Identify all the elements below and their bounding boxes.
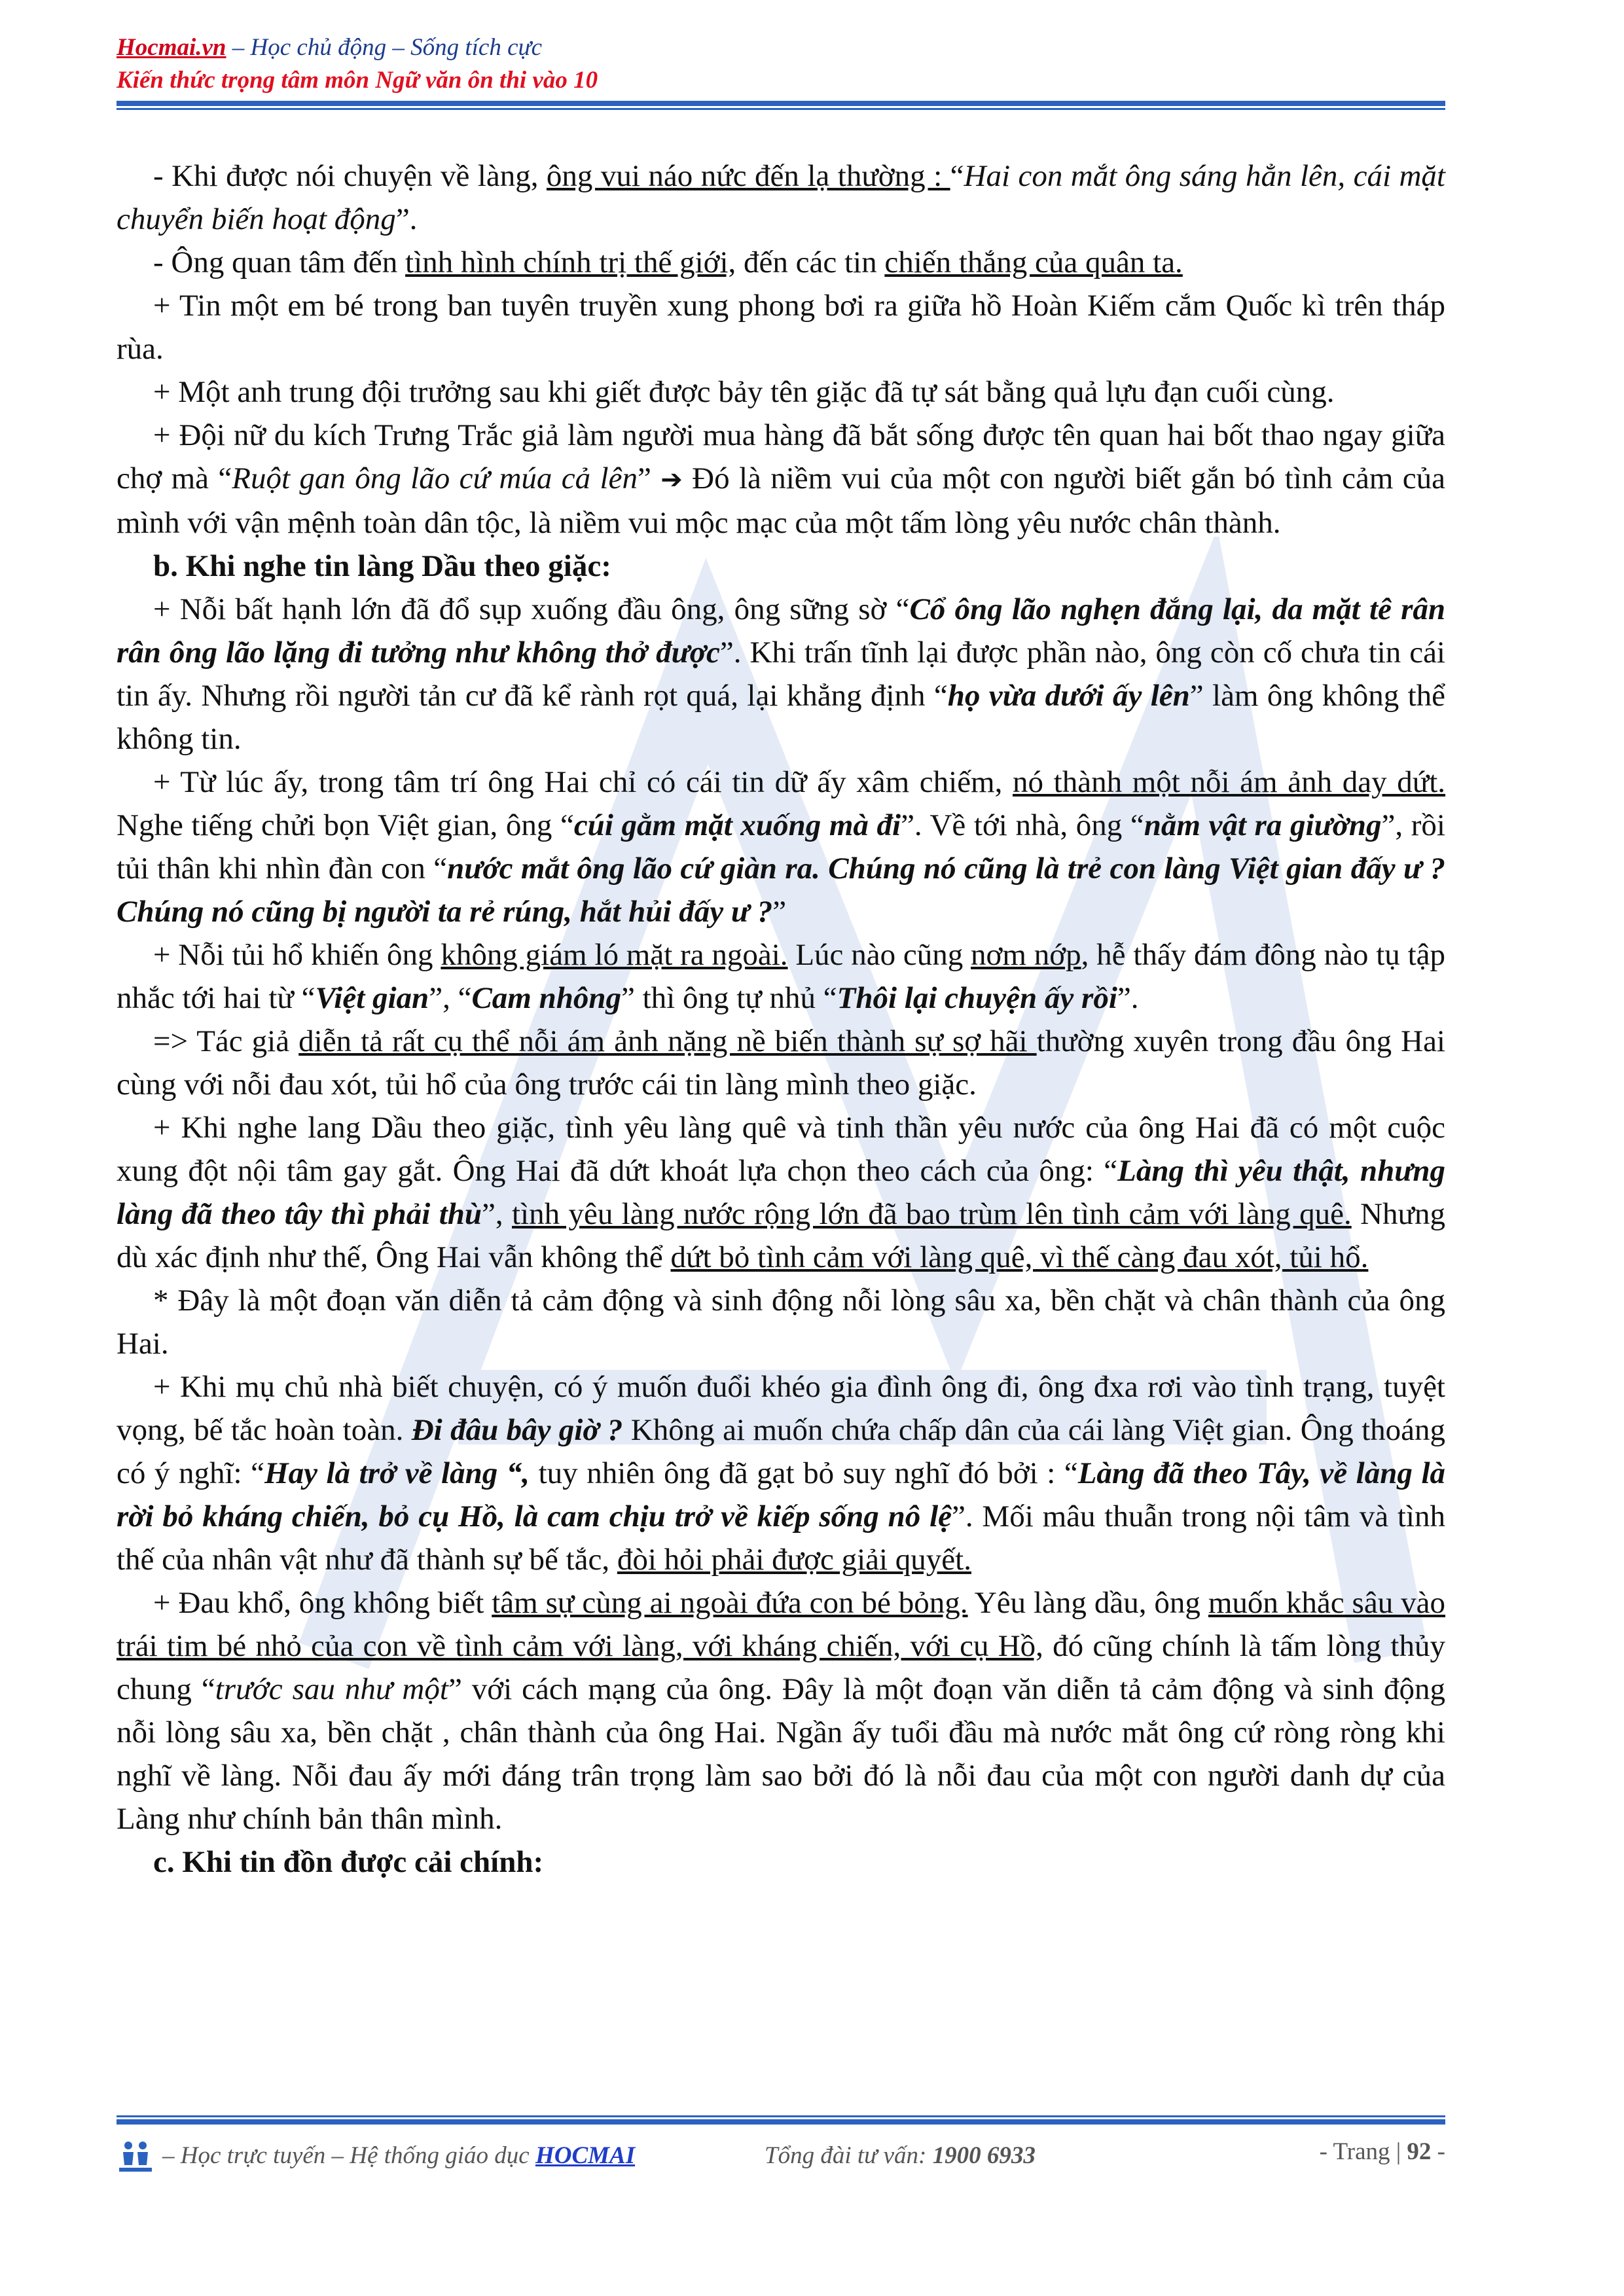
section-heading: c. Khi tin đồn được cải chính:: [153, 1845, 544, 1879]
paragraph: + Tin một em bé trong ban tuyên truyền xung phong bơi ra giữa hồ Hoàn Kiếm cắm Quốc kì trên tháp rùa.: [117, 289, 1445, 366]
document-body: [117, 154, 1445, 1884]
section-heading: b. Khi nghe tin làng Dầu theo giặc:: [153, 549, 611, 583]
hocmai-link[interactable]: HOCMAI: [535, 2142, 636, 2169]
paragraph: + Từ lúc ấy, trong tâm trí ông Hai chỉ có cái tin dữ ấy xâm chiếm, nó thành một nỗi ám ảnh day dứt. Nghe tiếng chửi bọn Việt gian, ông “cúi gằm mặt xuống mà đi”. Về tới nhà, ông “nằm vật ra giường”, rồi tủi thân khi nhìn đàn con “nước mắt ông lão cứ giàn ra. Chúng nó cũng là trẻ con làng Việt gian đấy ư ? Chúng nó cũng bị người ta rẻ rúng, hắt hủi đấy ư ?”: [117, 765, 1446, 929]
paragraph: + Khi nghe lang Dầu theo giặc, tình yêu làng quê và tinh thần yêu nước của ông Hai đã có một cuộc xung đột nội tâm gay gắt. Ông Hai đã dứt khoát lựa chọn theo cách của ông: “Làng thì yêu thật, nhưng làng đã theo tây thì phải thù”, tình yêu làng nước rộng lớn đã bao trùm lên tình cảm với làng quê. Nhưng dù xác định như thế, Ông Hai vẫn không thể dứt bỏ tình cảm với làng quê, vì thế càng đau xót, tủi hổ.: [117, 1111, 1446, 1274]
hocmai-logo-icon: [117, 2139, 154, 2174]
site-link[interactable]: Hocmai.vn: [117, 34, 226, 61]
paragraph: - Khi được nói chuyện về làng, ông vui náo nức đến lạ thường : “Hai con mắt ông sáng hẳn lên, cái mặt chuyển biến hoạt động”.: [117, 159, 1445, 236]
paragraph: + Khi mụ chủ nhà biết chuyện, có ý muốn đuổi khéo gia đình ông đi, ông đxa rơi vào tình trạng, tuyệt vọng, bế tắc hoàn toàn. Đi đâu bây giờ ? Không ai muốn chứa chấp dân của cái làng Việt gian. Ông thoáng có ý nghĩ: “Hay là trở về làng “, tuy nhiên ông đã gạt bỏ suy nghĩ đó bởi : “Làng đã theo Tây, về làng là rời bỏ kháng chiến, bỏ cụ Hồ, là cam chịu trở về kiếp sống nô lệ”. Mối mâu thuẫn trong nội tâm và tình thế của nhân vật như đã thành sự bế tắc, đòi hỏi phải được giải quyết.: [117, 1370, 1446, 1577]
page-number: - Trang | 92 -: [1319, 2138, 1445, 2165]
paragraph: + Nỗi tủi hổ khiến ông không giám ló mặt ra ngoài. Lúc nào cũng nơm nớp, hễ thấy đám đông nào tụ tập nhắc tới hai từ “Việt gian”, “Cam nhông” thì ông tự nhủ “Thôi lại chuyện ấy rồi”.: [117, 938, 1446, 1015]
course-title: Kiến thức trọng tâm môn Ngữ văn ôn thi vào 10: [117, 67, 598, 94]
header-rule: [117, 101, 1445, 110]
paragraph: + Nỗi bất hạnh lớn đã đổ sụp xuống đầu ông, ông sững sờ “Cổ ông lão nghẹn đắng lại, da mặt tê rân rân ông lão lặng đi tưởng như không thở được”. Khi trấn tĩnh lại được phần nào, ông còn cố chưa tin cái tin ấy. Nhưng rồi người tản cư đã kể rành rọt quá, lại khẳng định “họ vừa dưới ấy lên” làm ông không thể không tin.: [117, 592, 1446, 756]
paragraph: - Ông quan tâm đến tình hình chính trị thế giới, đến các tin chiến thắng của quân ta.: [153, 245, 1183, 279]
page-footer: [117, 2135, 1445, 2181]
paragraph: => Tác giả diễn tả rất cụ thể nỗi ám ảnh nặng nề biến thành sự sợ hãi thường xuyên trong đầu ông Hai cùng với nỗi đau xót, tủi hổ của ông trước cái tin làng mình theo giặc.: [117, 1024, 1445, 1102]
paragraph: + Đội nữ du kích Trưng Trắc giả làm người mua hàng đã bắt sống được tên quan hai bốt thao ngay giữa chợ mà “Ruột gan ông lão cứ múa cả lên” ➔ Đó là niềm vui của một con người biết gắn bó tình cảm của mình với vận mệnh toàn dân tộc, là niềm vui mộc mạc của một tấm lòng yêu nước chân thành.: [117, 418, 1446, 540]
paragraph: * Đây là một đoạn văn diễn tả cảm động và sinh động nỗi lòng sâu xa, bền chặt và chân thành của ông Hai.: [117, 1283, 1445, 1361]
paragraph: + Một anh trung đội trưởng sau khi giết được bảy tên giặc đã tự sát bằng quả lựu đạn cuối cùng.: [153, 375, 1335, 409]
header-slogan: – Học chủ động – Sống tích cực: [226, 34, 543, 61]
arrow-icon: ➔: [660, 465, 683, 495]
header-site-line: [117, 31, 1445, 64]
page-header: [117, 31, 1445, 97]
footer-hotline: Tổng đài tư vấn: 1900 6933: [765, 2142, 1036, 2169]
footer-slogan: – Học trực tuyến – Hệ thống giáo dục HOCMAI: [162, 2142, 636, 2169]
footer-rule: [117, 2115, 1445, 2125]
paragraph: + Đau khổ, ông không biết tâm sự cùng ai ngoài đứa con bé bỏng. Yêu làng dầu, ông muốn khắc sâu vào trái tim bé nhỏ của con về tình cảm với làng, với kháng chiến, với cụ Hồ, đó cũng chính là tấm lòng thủy chung “trước sau như một” với cách mạng của ông. Đây là một đoạn văn diễn tả cảm động và sinh động nỗi lòng sâu xa, bền chặt , chân thành của ông Hai. Ngần ấy tuổi đầu mà nước mắt ông cứ ròng ròng khi nghĩ về làng. Nỗi đau ấy mới đáng trân trọng làm sao bởi đó là nỗi đau của một con người danh dự của Làng như chính bản thân mình.: [117, 1586, 1446, 1836]
